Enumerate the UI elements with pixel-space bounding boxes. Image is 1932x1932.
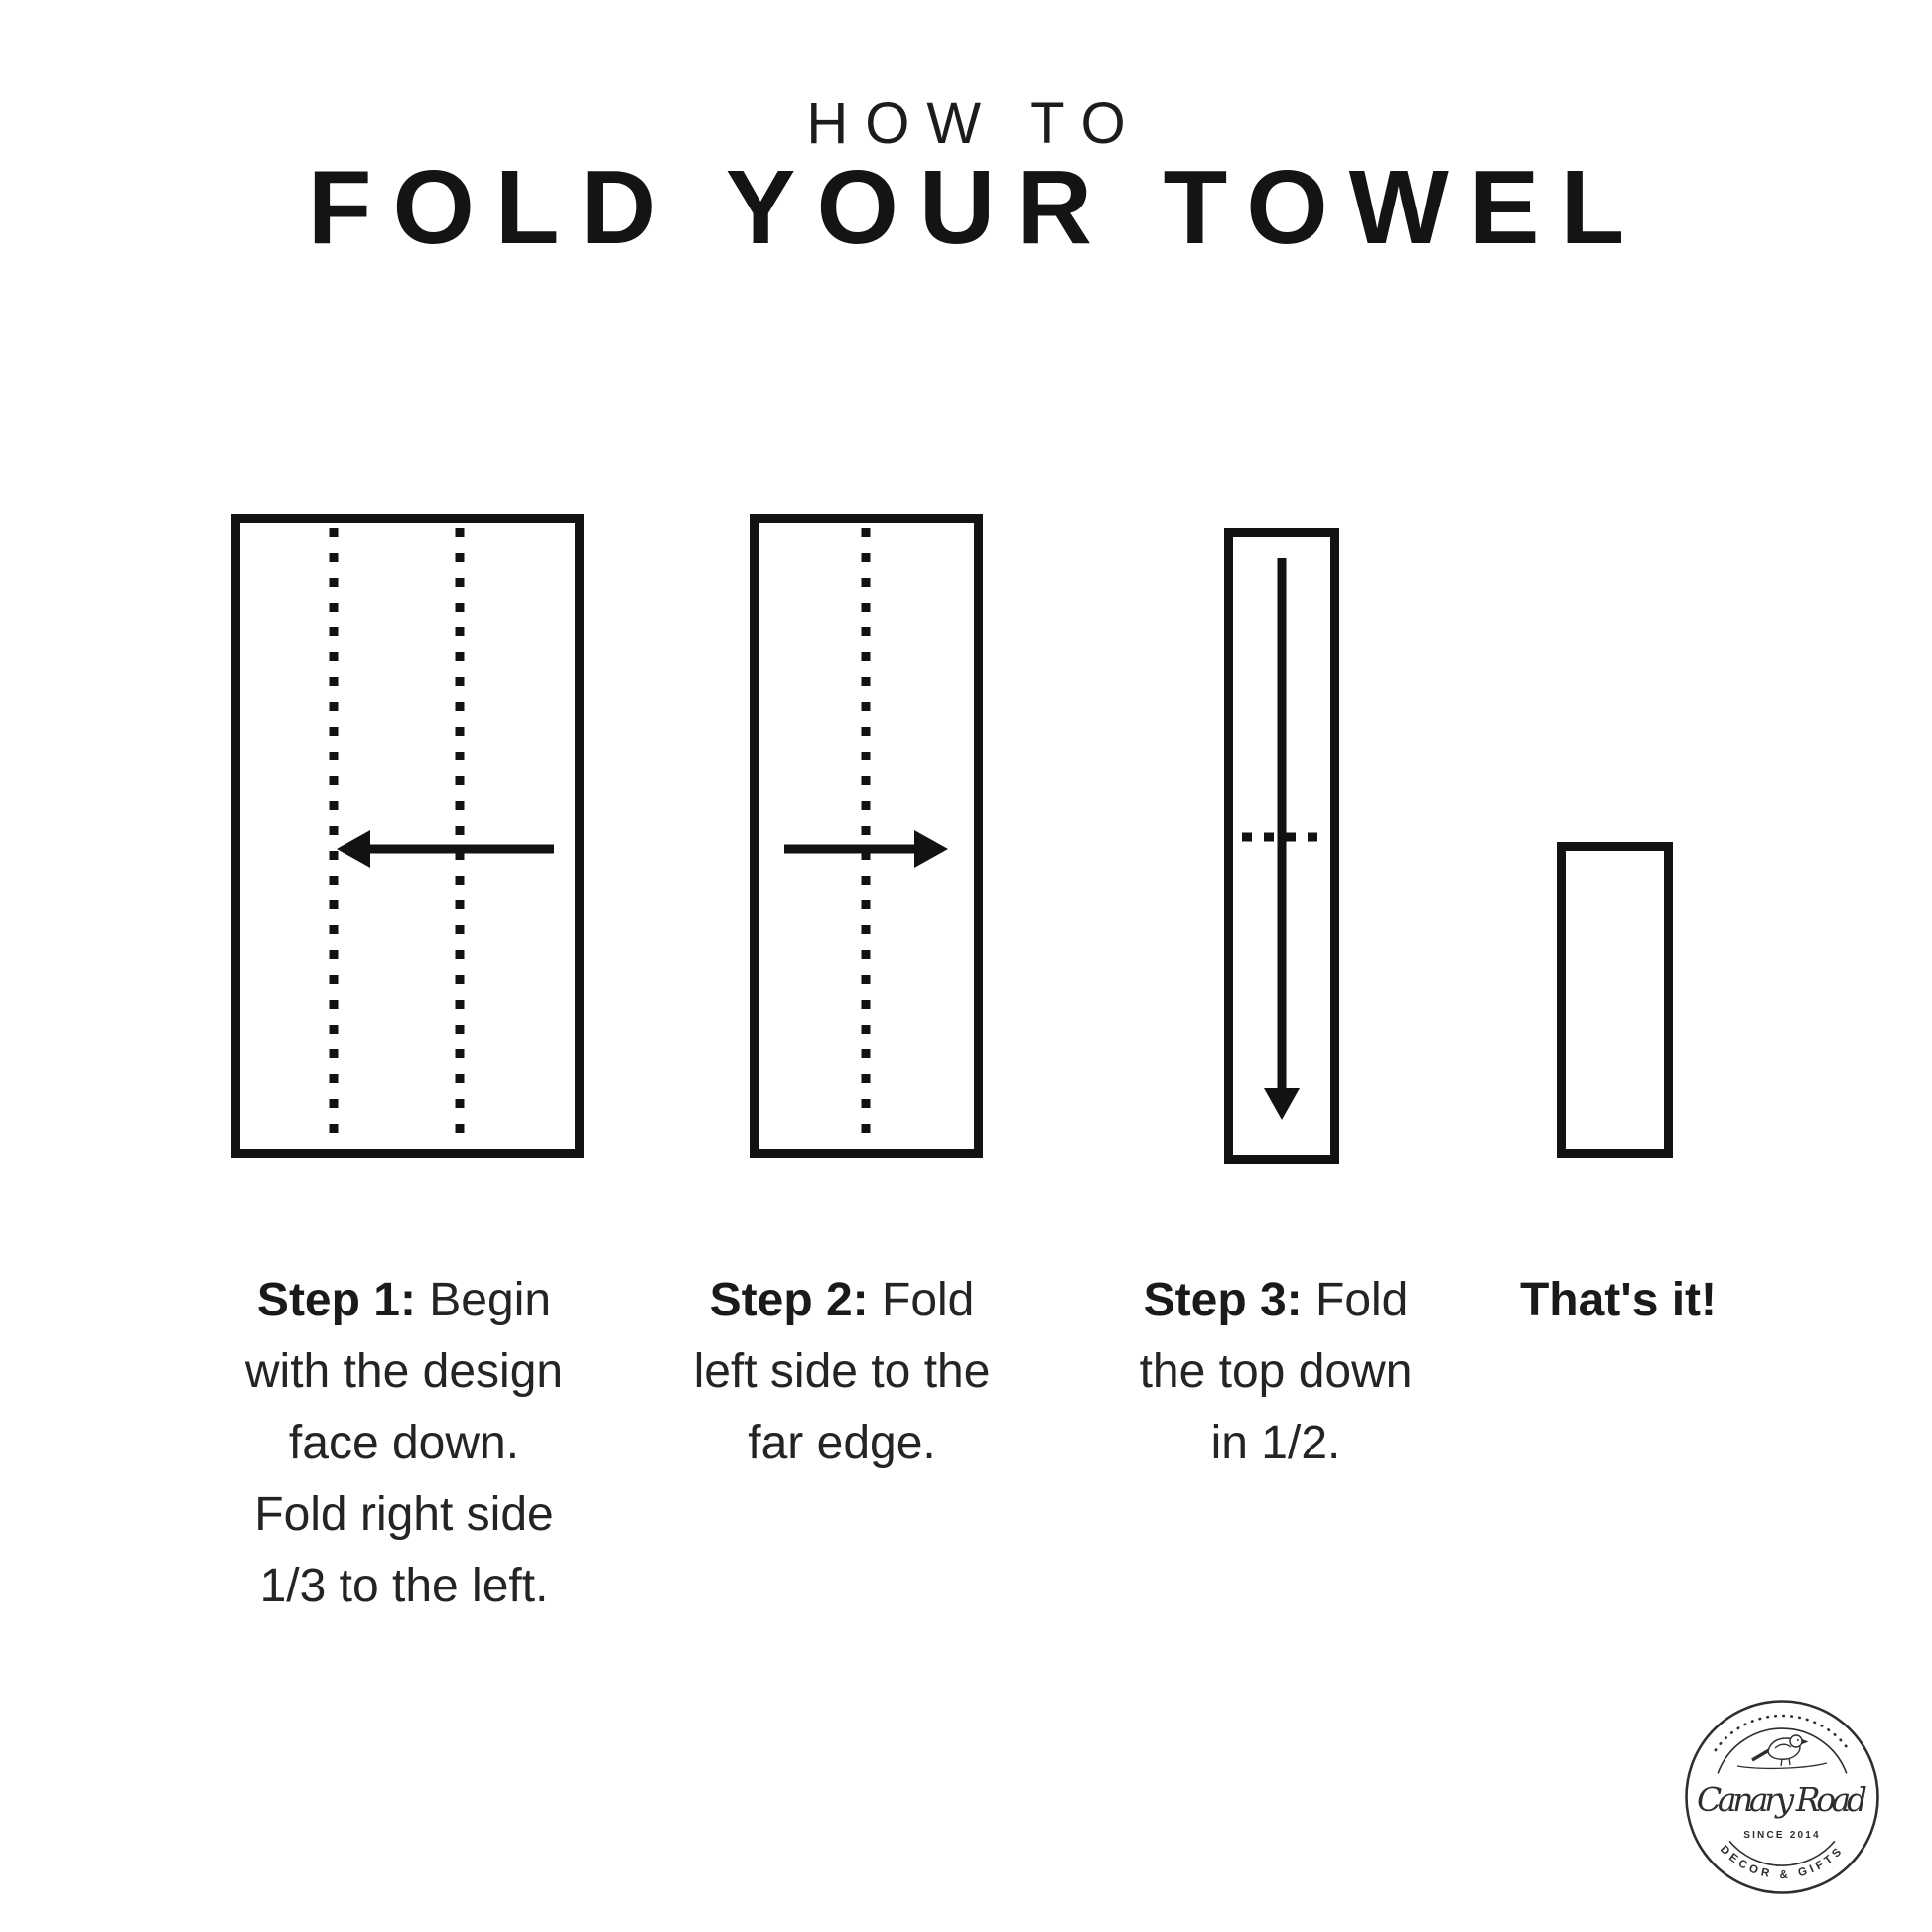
step1-label: Step 1: (256, 1274, 416, 1326)
logo-since-text: SINCE 2014 (1743, 1830, 1821, 1841)
caption-line: Step 2: Fold (709, 1274, 975, 1326)
step2-diagram (750, 514, 983, 1158)
step3-label: Step 3: (1143, 1274, 1303, 1326)
step1-caption (176, 1265, 632, 1622)
step2-label: Step 2: (709, 1274, 869, 1326)
caption-line: Step 3: Fold (1143, 1274, 1409, 1326)
caption-line: left side to the (693, 1345, 991, 1398)
page-title: FOLD YOUR TOWEL (307, 149, 1646, 266)
arrow-left-icon (337, 830, 554, 868)
caption-line: far edge. (748, 1417, 936, 1469)
caption-line: with the design (244, 1345, 564, 1398)
caption-line: Fold right side (254, 1488, 554, 1541)
caption-line: Step 1: Begin (256, 1274, 552, 1326)
logo-badge (1683, 1698, 1881, 1896)
towel-outline (236, 519, 580, 1154)
caption-line: in 1/2. (1210, 1417, 1341, 1469)
folded-towel-result-diagram (1557, 842, 1673, 1158)
bird-icon (1737, 1735, 1827, 1768)
title-eyebrow: HOW TO (806, 91, 1143, 156)
step3-diagram (1224, 528, 1339, 1164)
caption-line: the top down (1139, 1345, 1413, 1398)
caption-line: 1/3 to the left. (259, 1560, 549, 1612)
arrow-right-icon (784, 830, 948, 868)
step1-diagram (231, 514, 584, 1158)
canary-road-logo (1683, 1698, 1881, 1896)
logo-brand-text: Canary Road (1697, 1780, 1867, 1819)
done-caption: That's it! (1519, 1274, 1718, 1326)
logo-tagline-text: DECOR & GIFTS (1718, 1843, 1847, 1882)
caption-line: face down. (288, 1417, 520, 1469)
towel-outline (1562, 847, 1669, 1154)
step2-caption (614, 1265, 1070, 1479)
